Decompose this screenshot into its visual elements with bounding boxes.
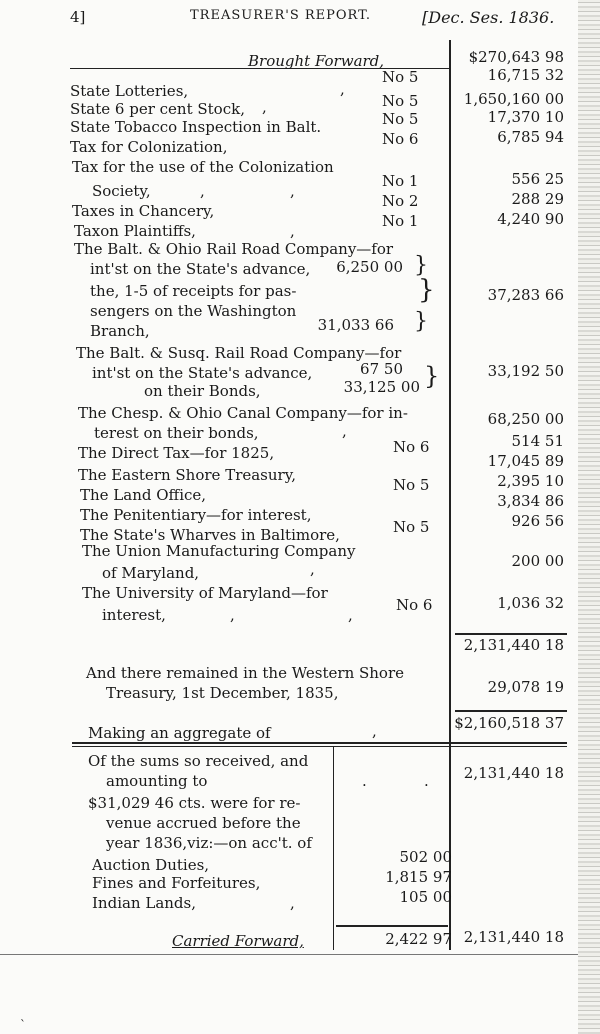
- entry-no: No 6: [393, 438, 430, 456]
- indian-lands-amount: 105 00: [399, 888, 452, 906]
- entry-colonization-society-line1: Tax for the use of the Colonization: [72, 158, 334, 176]
- bo-railroad-line4: sengers on the Washington: [90, 302, 297, 320]
- western-shore-amount: 29,078 19: [487, 678, 564, 696]
- entry-chancery: Taxes in Chancery,: [72, 202, 215, 220]
- university-line2: interest,: [102, 606, 166, 624]
- aggregate-label: Making an aggregate of: [88, 724, 271, 742]
- entry-taxon-plaintiffs: Taxon Plaintiffs,: [74, 222, 196, 240]
- carried-forward-label: Carried Forward,: [172, 932, 304, 950]
- sums-received-line1: Of the sums so received, and: [88, 752, 309, 770]
- bo-railroad-line1: The Balt. & Ohio Rail Road Company—for: [74, 240, 394, 258]
- entry-land-office: The Land Office,: [80, 486, 207, 504]
- auction-duties-amount: 502 00: [399, 848, 452, 866]
- canal-line1: The Chesp. & Ohio Canal Company—for in-: [78, 404, 408, 422]
- brought-forward-label: Brought Forward,: [248, 52, 385, 70]
- ditto-mark: ,: [342, 422, 347, 440]
- entry-state-stock: State 6 per cent Stock,: [70, 100, 245, 118]
- entry-amount: 556 25: [511, 170, 564, 188]
- carried-forward-amount: 2,131,440 18: [463, 928, 564, 946]
- indian-lands-label: Indian Lands,: [92, 894, 196, 912]
- section-rule-bottom: [72, 746, 567, 747]
- sums-received-line4: venue accrued before the: [106, 814, 301, 832]
- entry-no: No 6: [396, 596, 433, 614]
- ditto-mark: ,: [230, 606, 235, 624]
- scanned-page-edge: [578, 0, 600, 1034]
- bo-railroad-line5: Branch,: [90, 322, 150, 340]
- bs-railroad-line2: int'st on the State's advance,: [92, 364, 313, 382]
- margin-mark: `: [20, 1018, 26, 1032]
- entry-colonization-society-line2: Society,: [92, 182, 151, 200]
- fines-label: Fines and Forfeitures,: [92, 874, 261, 892]
- bo-railroad-amount: 37,283 66: [487, 286, 564, 304]
- ditto-mark: ,: [340, 80, 345, 98]
- curly-brace: }: [414, 309, 428, 334]
- ditto-mark: ,: [200, 182, 205, 200]
- session-date: [Dec. Ses. 1836.: [422, 8, 555, 27]
- bo-railroad-line2: int'st on the State's advance,: [90, 260, 311, 278]
- sums-received-line3: $31,029 46 cts. were for re-: [88, 794, 301, 812]
- western-shore-line2: Treasury, 1st December, 1835,: [106, 684, 339, 702]
- bs-railroad-sub2: 33,125 00: [343, 378, 420, 396]
- subtotal-rule: [336, 925, 448, 927]
- curly-brace: }: [414, 253, 428, 278]
- ditto-mark: ,: [290, 182, 295, 200]
- entry-state-lotteries: State Lotteries,: [70, 82, 189, 100]
- canal-line2: terest on their bonds,: [94, 424, 259, 442]
- bs-railroad-line3: on their Bonds,: [144, 382, 261, 400]
- entry-amount: 1,650,160 00: [463, 90, 564, 108]
- union-mfg-line1: The Union Manufacturing Company: [82, 542, 356, 560]
- sum-amount: 2,131,440 18: [463, 636, 564, 654]
- entry-amount: 926 56: [511, 512, 564, 530]
- page-bottom-rule: [0, 954, 578, 955]
- entry-no: No 5: [382, 68, 419, 86]
- curly-brace: }: [424, 362, 440, 390]
- entry-eastern-shore: The Eastern Shore Treasury,: [78, 466, 296, 484]
- union-mfg-line2: of Maryland,: [102, 564, 200, 582]
- bo-railroad-line3: the, 1-5 of receipts for pas-: [90, 282, 297, 300]
- auction-duties-label: Auction Duties,: [92, 856, 210, 874]
- entry-amount: 6,785 94: [497, 128, 564, 146]
- dot-leader: .: [362, 772, 367, 790]
- sums-received-amount: 2,131,440 18: [463, 764, 564, 782]
- entry-amount: 3,834 86: [497, 492, 564, 510]
- ditto-mark: ,: [290, 894, 295, 912]
- entry-amount: 17,045 89: [487, 452, 564, 470]
- entry-amount: 17,370 10: [487, 108, 564, 126]
- canal-amount: 68,250 00: [487, 410, 564, 428]
- entry-direct-tax: The Direct Tax—for 1825,: [78, 444, 275, 462]
- bo-railroad-sub1: 6,250 00: [336, 258, 403, 276]
- entry-no: No 6: [382, 130, 419, 148]
- ditto-mark: ,: [372, 722, 377, 740]
- union-mfg-amount: 200 00: [511, 552, 564, 570]
- university-amount: 1,036 32: [497, 594, 564, 612]
- entry-amount: 514 51: [511, 432, 564, 450]
- brought-forward-amount: $270,643 98: [468, 48, 564, 66]
- entry-no: No 1: [382, 172, 419, 190]
- entry-amount: 288 29: [511, 190, 564, 208]
- entry-no: No 5: [393, 518, 430, 536]
- curly-brace: }: [418, 275, 435, 305]
- bs-railroad-amount: 33,192 50: [487, 362, 564, 380]
- running-title: TREASURER'S REPORT.: [190, 8, 372, 23]
- sum-rule: [455, 633, 567, 635]
- bs-railroad-sub1: 67 50: [360, 360, 403, 378]
- carried-forward-sub: 2,422 97: [385, 930, 452, 948]
- ditto-mark: ,: [348, 606, 353, 624]
- entry-no: No 2: [382, 192, 419, 210]
- entry-amount: 2,395 10: [497, 472, 564, 490]
- university-line1: The University of Maryland—for: [82, 584, 328, 602]
- ditto-mark: ,: [290, 222, 295, 240]
- sums-received-line5: year 1836,viz:—on acc't. of: [106, 834, 312, 852]
- fines-amount: 1,815 97: [385, 868, 452, 886]
- ditto-mark: ,: [262, 98, 267, 116]
- entry-colonization-tax: Tax for Colonization,: [70, 138, 228, 156]
- western-shore-line1: And there remained in the Western Shore: [86, 664, 405, 682]
- ditto-mark: ,: [310, 560, 315, 578]
- bs-railroad-line1: The Balt. & Susq. Rail Road Company—for: [76, 344, 402, 362]
- entry-no: No 1: [382, 212, 419, 230]
- aggregate-amount: $2,160,518 37: [454, 714, 564, 732]
- entry-tobacco: State Tobacco Inspection in Balt.: [70, 118, 322, 136]
- section-rule-top: [72, 742, 567, 744]
- entry-no: No 5: [382, 92, 419, 110]
- page-number: 4]: [70, 8, 86, 26]
- entry-amount: 16,715 32: [487, 66, 564, 84]
- entry-penitentiary: The Penitentiary—for interest,: [80, 506, 312, 524]
- entry-no: No 5: [393, 476, 430, 494]
- aggregate-rule: [455, 710, 567, 712]
- entry-amount: 4,240 90: [497, 210, 564, 228]
- entry-no: No 5: [382, 110, 419, 128]
- sums-received-line2: amounting to: [106, 772, 208, 790]
- column-rule: [449, 40, 451, 950]
- bo-railroad-sub2: 31,033 66: [317, 316, 394, 334]
- entry-wharves: The State's Wharves in Baltimore,: [80, 526, 340, 544]
- dot-leader: .: [424, 772, 429, 790]
